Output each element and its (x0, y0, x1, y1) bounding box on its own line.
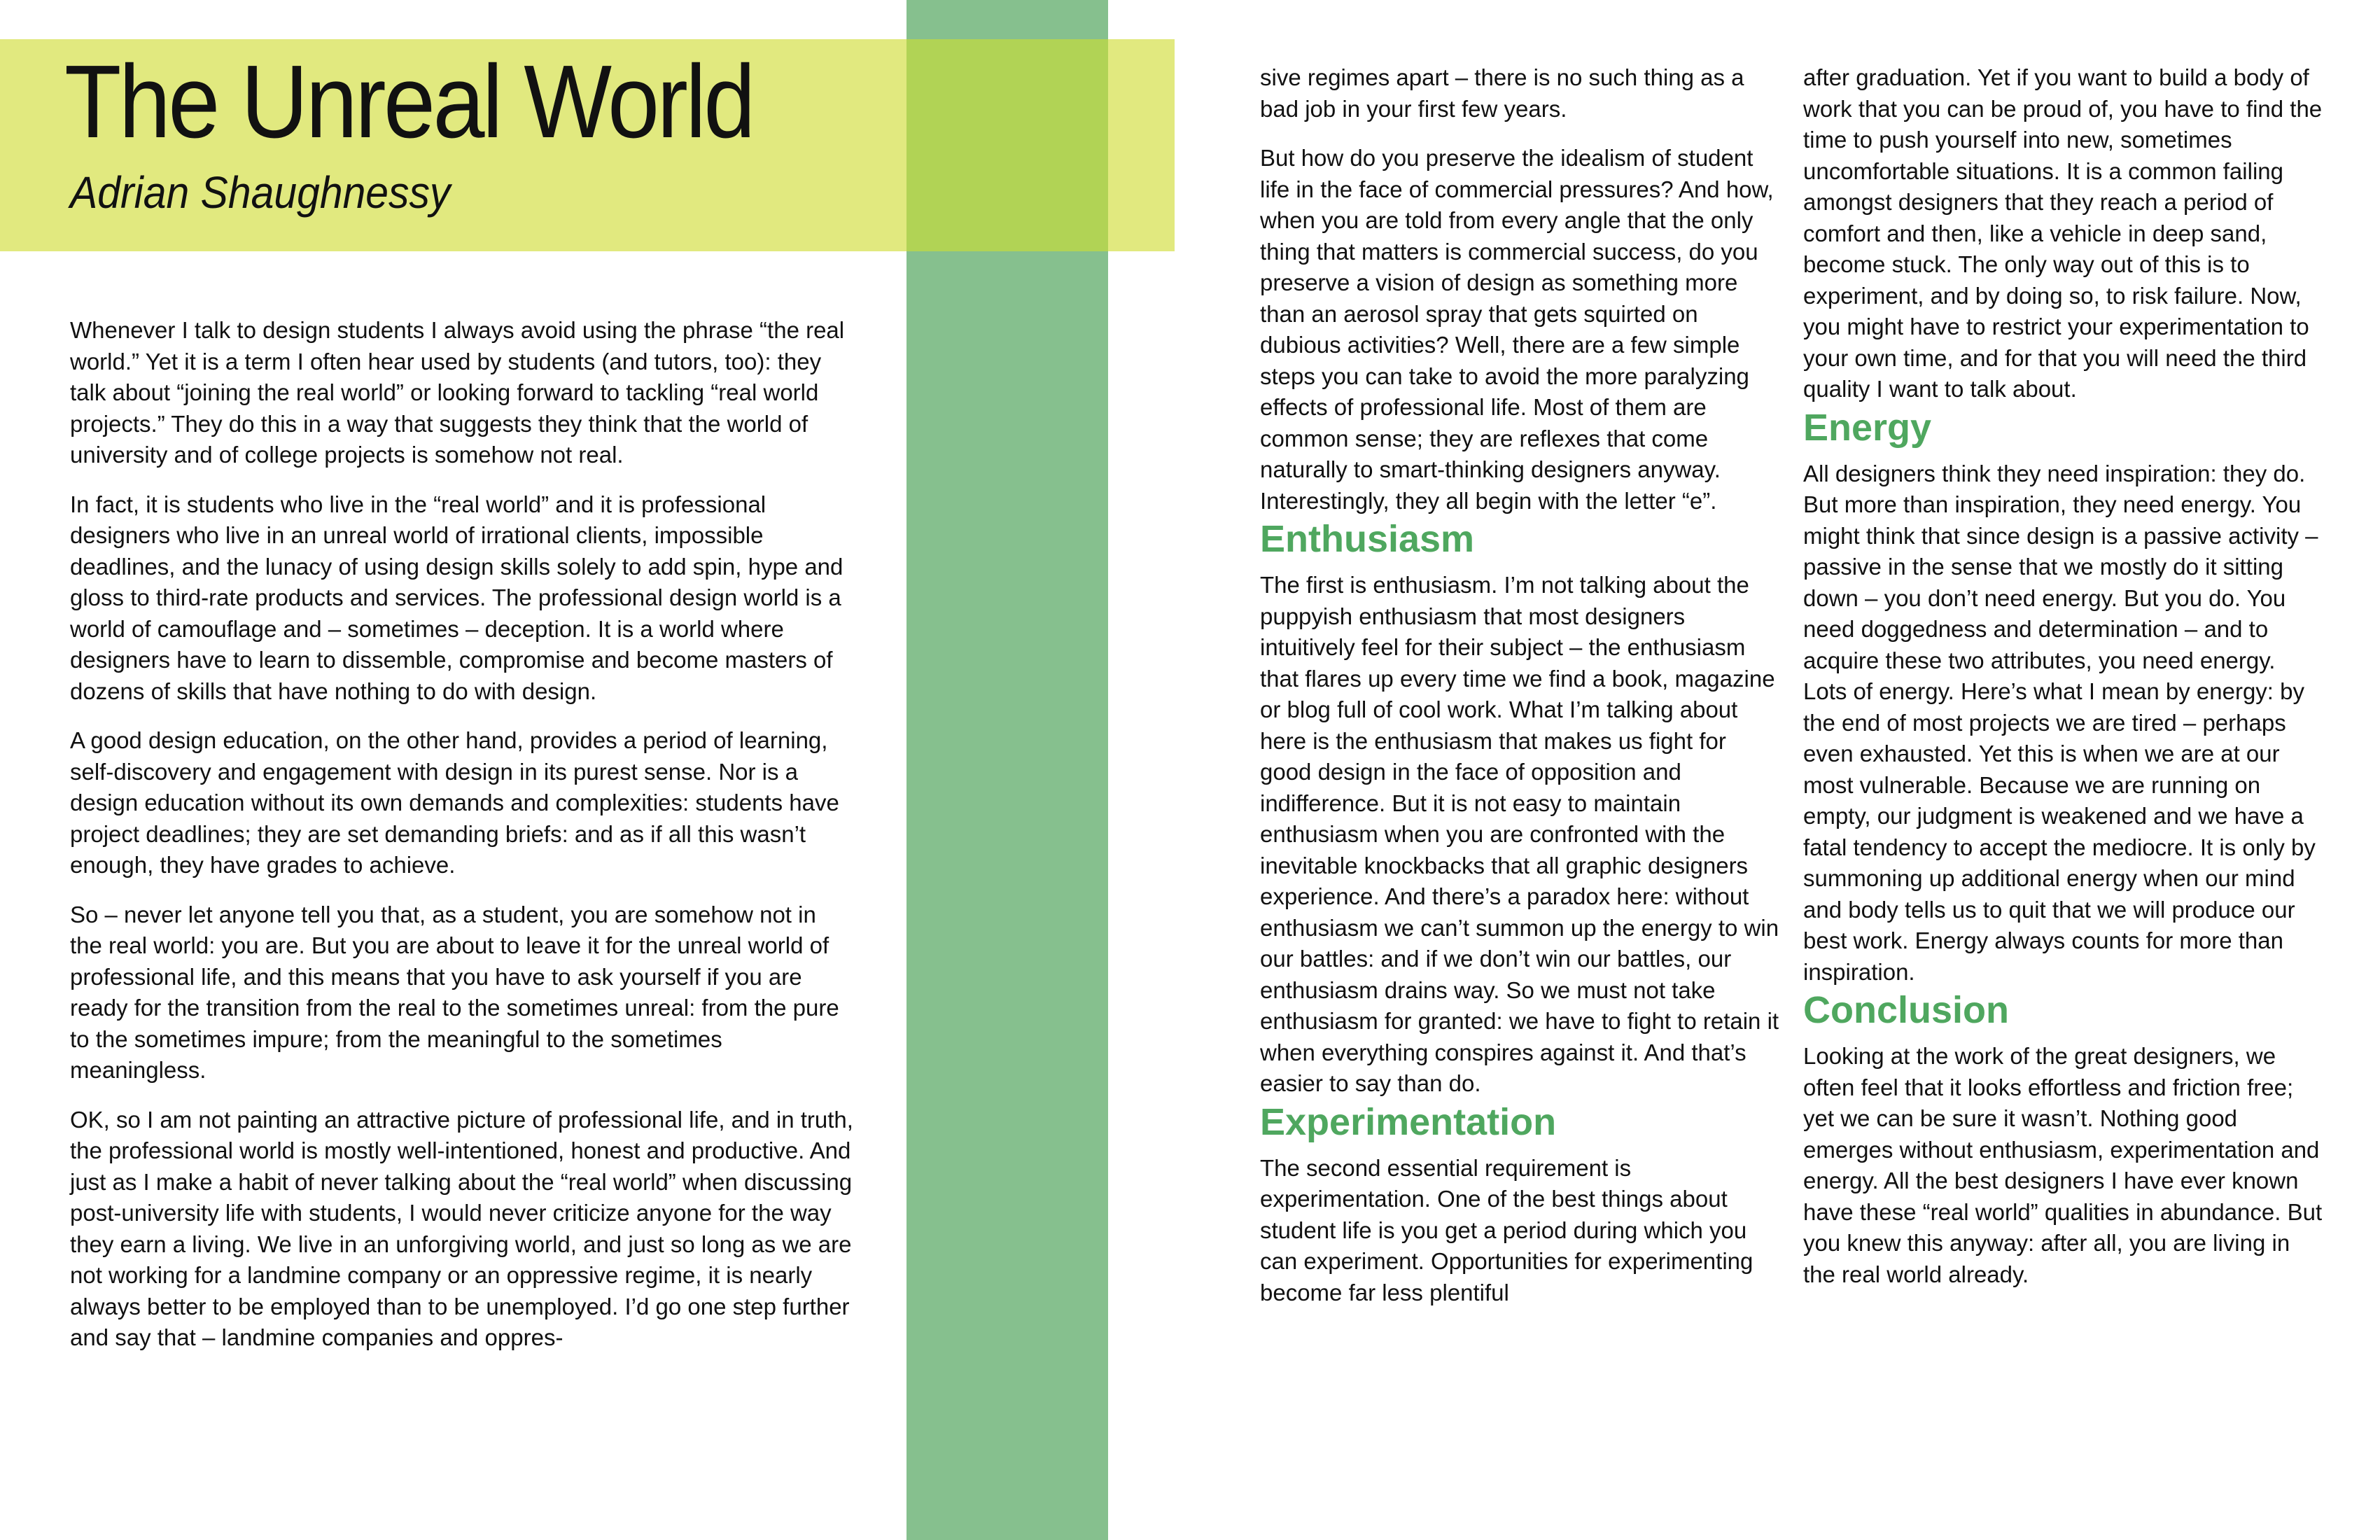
paragraph: sive regimes apart – there is no such thing as a bad job in your first few years. (1260, 64, 1744, 122)
paragraph: Looking at the work of the great designers, we often feel that it looks effortless and friction free; yet we can be sure it wasn’t. Nothing good emerges without enthusiasm, experimentation and energy. All the best designers I have ever known have these “real world” qualities in abundance. But you knew this anyway: after all, you are living in the real world already. (1803, 1043, 2323, 1287)
section-heading-conclusion: Conclusion (1803, 989, 2009, 1031)
band-overlap (906, 39, 1108, 251)
paragraph: A good design education, on the other hand, provides a period of learning, self-discovery and engagement with design in its purest sense. Nor is a design education without its own demands and complexities: students have project deadlines; they are set demanding briefs: and as if all this wasn’t enough, they have grades to achieve. (70, 727, 839, 878)
paragraph: Whenever I talk to design students I always avoid using the phrase “the real world.” Yet it is a term I often hear used by students (and tutors, too): they talk about “joining the real world” or looking forward to tackling “real world projects.” They do this in a way that suggests they think that the world of university and of college projects is somehow not real. (70, 317, 845, 468)
paragraph: All designers think they need inspiration: they do. But more than inspiration, they need energy. You might think that since design is a passive activity – passive in the sense that we mostly do it sitting down – you don’t need energy. But you do. You need doggedness and determination – and to acquire these two attributes, you need energy. Lots of energy. Here’s what I mean by energy: by the end of most projects we are tired – perhaps even exhausted. Yet this is when we are at our most vulnerable. Because we are running on empty, our judgment is weakened and we have a fatal tendency to accept the mediocre. It is only by summoning up additional energy when our mind and body tells us to quit that we will produce our best work. Energy always counts for more than inspiration. (1803, 460, 2318, 985)
paragraph: OK, so I am not painting an attractive picture of professional life, and in truth, the professional world is mostly well-intentioned, honest and productive. And just as I make a habit of never talking about the “real world” when discussing post-university life with students, I would never criticize anyone for the way they earn a living. We live in an unforgiving world, and just so long as we are not working for a landmine company or an oppressive regime, it is nearly always better to be employed than to be unemployed. I’d go one step further and say that – landmine companies and oppres- (70, 1106, 853, 1350)
paragraph: after graduation. Yet if you want to build a body of work that you can be proud of, you have to find the time to push yourself into new, sometimes uncomfortable situations. It is a common failing amongst designers that they reach a period of comfort and then, like a vehicle in deep sand, become stuck. The only way out of this is to experiment, and by doing so, to risk failure. Now, you might have to restrict your experimentation to your own time, and for that you will need the third quality I want to talk about. (1803, 64, 2323, 402)
article-title: The Unreal World (64, 44, 753, 160)
column-right (1803, 62, 2325, 1308)
paragraph: In fact, it is students who live in the “real world” and it is professional designers who live in an unreal world of irrational clients, impossible deadlines, and the lunacy of using design skills solely to add spin, hype and gloss to third-rate products and services. The professional design world is a world of camouflage and – sometimes – deception. It is a world where designers have to learn to dissemble, compromise and become masters of dozens of skills that have nothing to do with design. (70, 491, 844, 704)
column-middle (1260, 62, 1782, 1326)
column-left (70, 315, 854, 1372)
article-author: Adrian Shaughnessy (70, 167, 451, 218)
section-heading-enthusiasm: Enthusiasm (1260, 518, 1475, 560)
paragraph: The second essential requirement is experimentation. One of the best things about student life is you get a period during which you can experiment. Opportunities for experimenting become far less plentiful (1260, 1154, 1754, 1306)
paragraph: So – never let anyone tell you that, as a student, you are somehow not in the real world: you are. But you are about to leave it for the unreal world of professional life, and this means that you have to ask yourself if you are ready for the transition from the real to the sometimes unreal: from the pure to the sometimes impure; from the meaningful to the sometimes meaningless. (70, 901, 839, 1083)
paragraph: The first is enthusiasm. I’m not talking about the puppyish enthusiasm that most designers intuitively feel for their subject – the enthusiasm that flares up every time we find a book, magazine or blog full of cool work. What I’m talking about here is the enthusiasm that makes us fight for good design in the face of opposition and indifference. But it is not easy to maintain enthusiasm when you are confronted with the inevitable knockbacks that all graphic designers experience. And there’s a paradox here: without enthusiasm we can’t summon up the energy to win our battles: and if we don’t win our battles, our enthusiasm drains way. So we must not take enthusiasm for granted: we have to fight to retain it when everything conspires against it. And that’s easier to say than do. (1260, 572, 1779, 1096)
paragraph: But how do you preserve the idealism of student life in the face of commercial pressures? And how, when you are told from every angle that the only thing that matters is commercial success, do you preserve a vision of design as something more than an aerosol spray that gets squirted on dubious activities? Well, there are a few simple steps you can take to avoid the more paralyzing effects of professional life. Most of them are common sense; they are reflexes that come naturally to smart-thinking designers anyway. Interestingly, they all begin with the letter “e”. (1260, 145, 1774, 514)
section-heading-experimentation: Experimentation (1260, 1100, 1557, 1143)
section-heading-energy: Energy (1803, 406, 1932, 449)
